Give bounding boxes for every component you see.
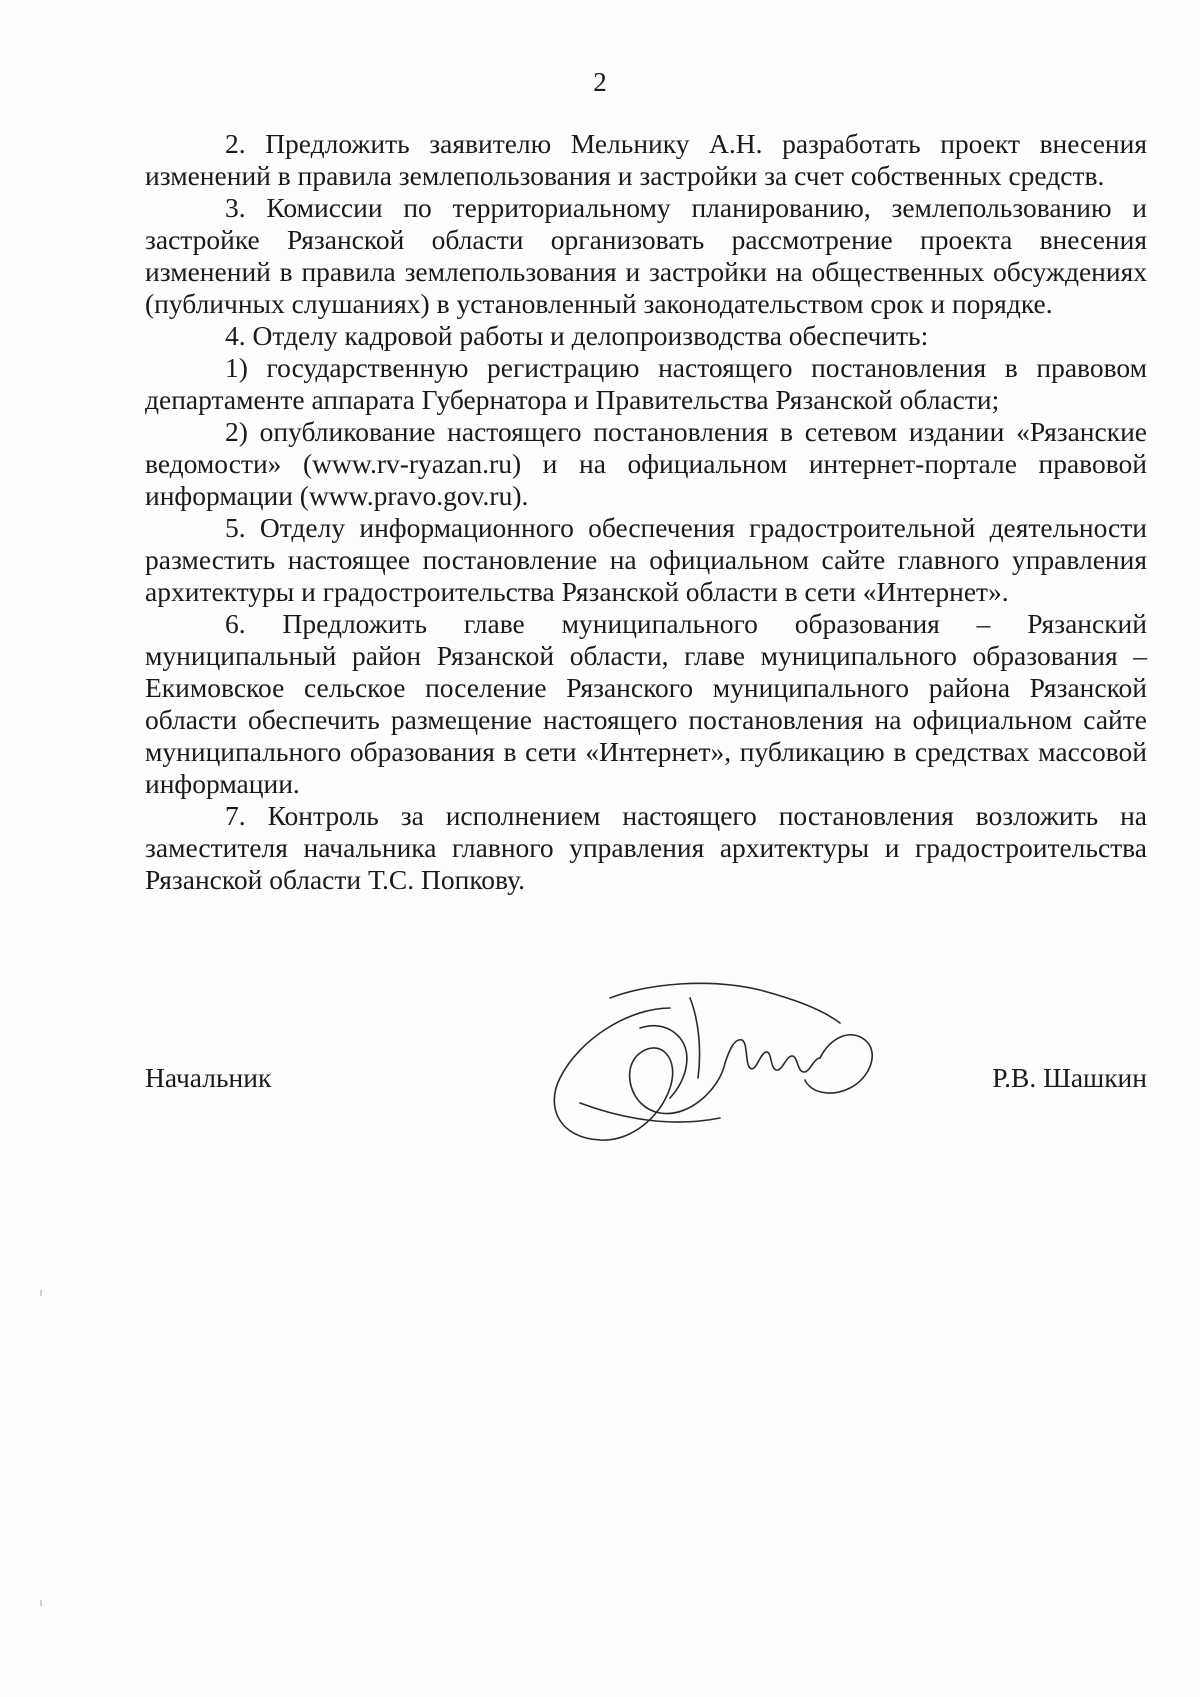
paragraph-6: 6. Предложить главе муниципального образования – Рязанский муниципальный район Рязанской области, главе муниципального образования – Екимовское сельское поселение Рязанского муниципального района Рязанской области обеспечить размещение настоящего постановления на официальном сайте муниципального образования в сети «Интернет», публикацию в средствах массовой информации. [145,608,1147,799]
signature-block [145,1062,1147,1102]
paragraph-5: 5. Отделу информационного обеспечения градостроительной деятельности разместить настоящее постановление на официальном сайте главного управления архитектуры и градостроительства Рязанской области в сети «Интернет». [145,512,1147,607]
scan-artifact [40,1290,42,1296]
paragraph-2: 2. Предложить заявителю Мельнику А.Н. разработать проект внесения изменений в правила землепользования и застройки за счет собственных средств. [145,128,1147,191]
paragraph-7: 7. Контроль за исполнением настоящего постановления возложить на заместителя начальника главного управления архитектуры и градостроительства Рязанской области Т.С. Попкову. [145,800,1147,895]
document-body [145,128,1147,896]
paragraph-3: 3. Комиссии по территориальному планированию, землепользованию и застройке Рязанской области организовать рассмотрение проекта внесения изменений в правила землепользования и застройки на общественных обсуждениях (публичных слушаниях) в установленный законодательством срок и порядке. [145,192,1147,319]
paragraph-4-2: 2) опубликование настоящего постановления в сетевом издании «Рязанские ведомости» (www.rv-ryazan.ru) и на официальном интернет-портале правовой информации (www.pravo.gov.ru). [145,416,1147,511]
signatory-position: Начальник [145,1062,272,1093]
signatory-name: Р.В. Шашкин [992,1062,1147,1093]
scan-artifact [40,1600,42,1606]
paragraph-4-1: 1) государственную регистрацию настоящего постановления в правовом департаменте аппарата Губернатора и Правительства Рязанской области; [145,352,1147,415]
page-number: 2 [593,67,607,97]
paragraph-4: 4. Отделу кадровой работы и делопроизводства обеспечить: [225,320,929,351]
